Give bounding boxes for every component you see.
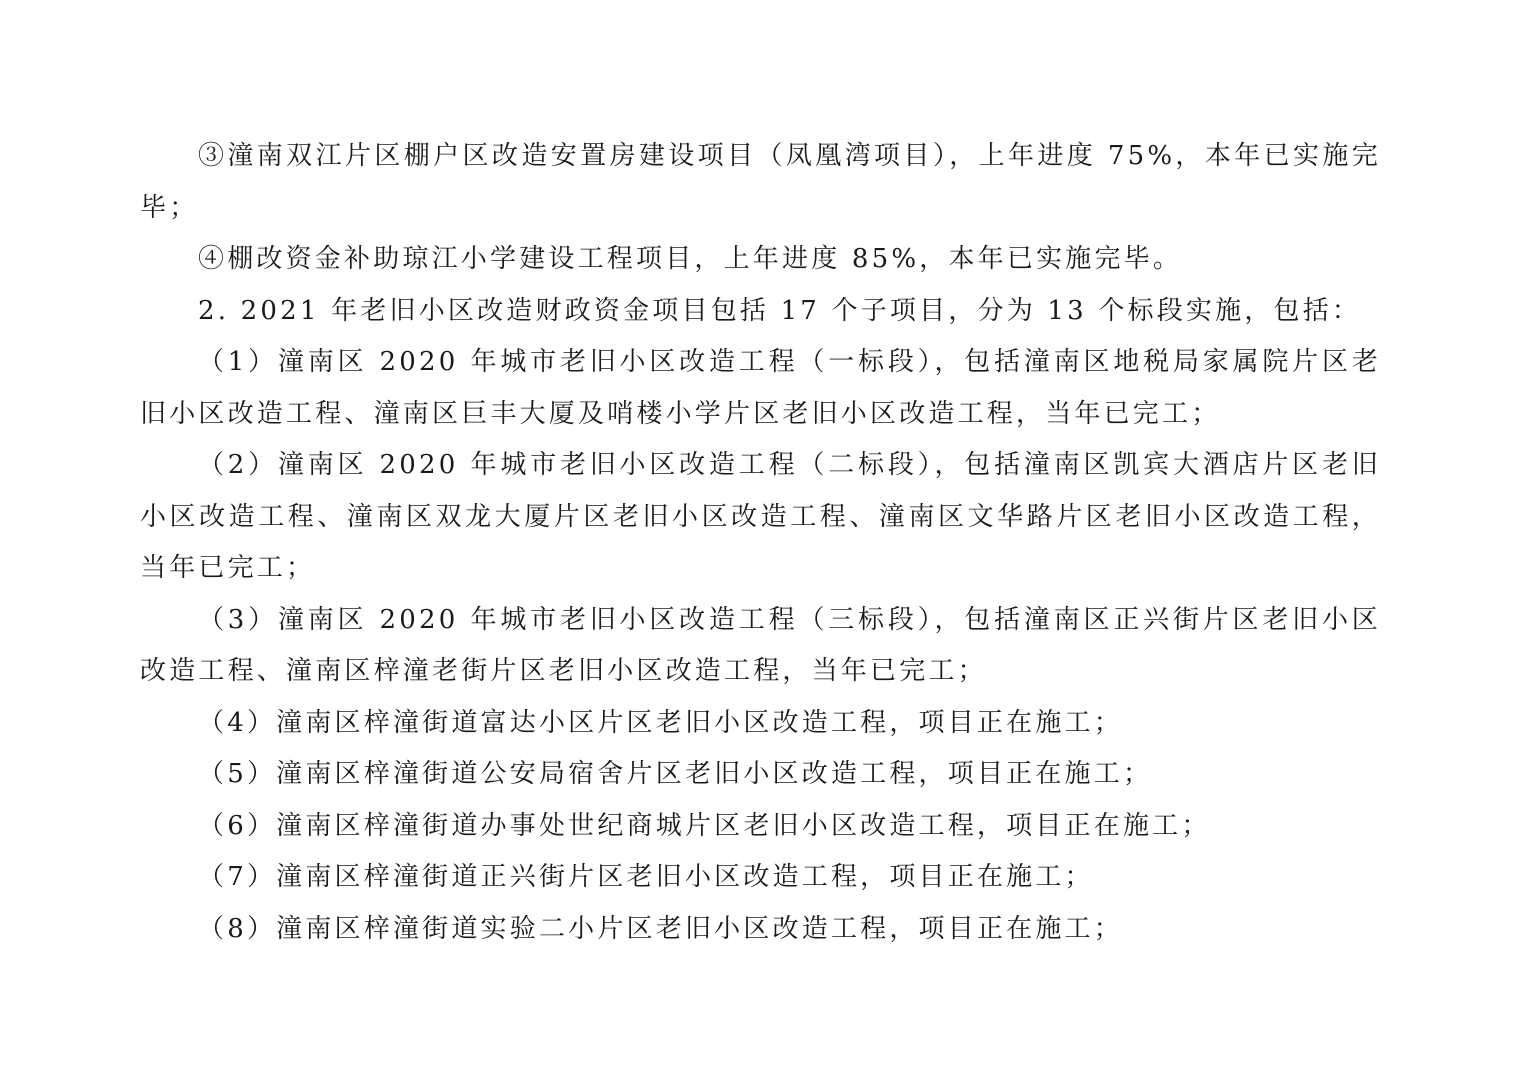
paragraph-list-item-8: （8）潼南区梓潼街道实验二小片区老旧小区改造工程，项目正在施工；	[198, 913, 1123, 944]
paragraph-list-item-7: （7）潼南区梓潼街道正兴街片区老旧小区改造工程，项目正在施工；	[198, 862, 1094, 892]
paragraph-list-item-5: （5）潼南区梓潼街道公安局宿舍片区老旧小区改造工程，项目正在施工；	[198, 759, 1153, 789]
paragraph-item-4-qiongjiang: ④棚改资金补助琼江小学建设工程项目，上年进度 85%，本年已实施完毕。	[198, 244, 1183, 274]
paragraph-list-item-1: （1）潼南区 2020 年城市老旧小区改造工程（一标段），包括潼南区地税局家属院片区老旧小区改造工程、潼南区巨丰大厦及哨楼小学片区老旧小区改造工程，当年已完工；	[140, 347, 1381, 429]
paragraph-list-item-3: （3）潼南区 2020 年城市老旧小区改造工程（三标段），包括潼南区正兴街片区老旧小区改造工程、潼南区梓潼老街片区老旧小区改造工程，当年已完工；	[140, 604, 1381, 686]
paragraph-list-item-6: （6）潼南区梓潼街道办事处世纪商城片区老旧小区改造工程，项目正在施工；	[198, 810, 1211, 841]
paragraph-list-item-2: （2）潼南区 2020 年城市老旧小区改造工程（二标段），包括潼南区凯宾大酒店片区老旧小区改造工程、潼南区双龙大厦片区老旧小区改造工程、潼南区文华路片区老旧小区改造工程，当年已完工；	[140, 450, 1381, 583]
paragraph-item-3-shuangjiang: ③潼南双江片区棚户区改造安置房建设项目（凤凰湾项目），上年进度 75%，本年已实施完毕；	[140, 141, 1381, 223]
paragraph-section-2-intro: 2. 2021 年老旧小区改造财政资金项目包括 17 个子项目，分为 13 个标段实施，包括：	[198, 295, 1362, 326]
paragraph-list-item-4: （4）潼南区梓潼街道富达小区片区老旧小区改造工程，项目正在施工；	[198, 707, 1123, 738]
document-body	[140, 131, 1381, 955]
